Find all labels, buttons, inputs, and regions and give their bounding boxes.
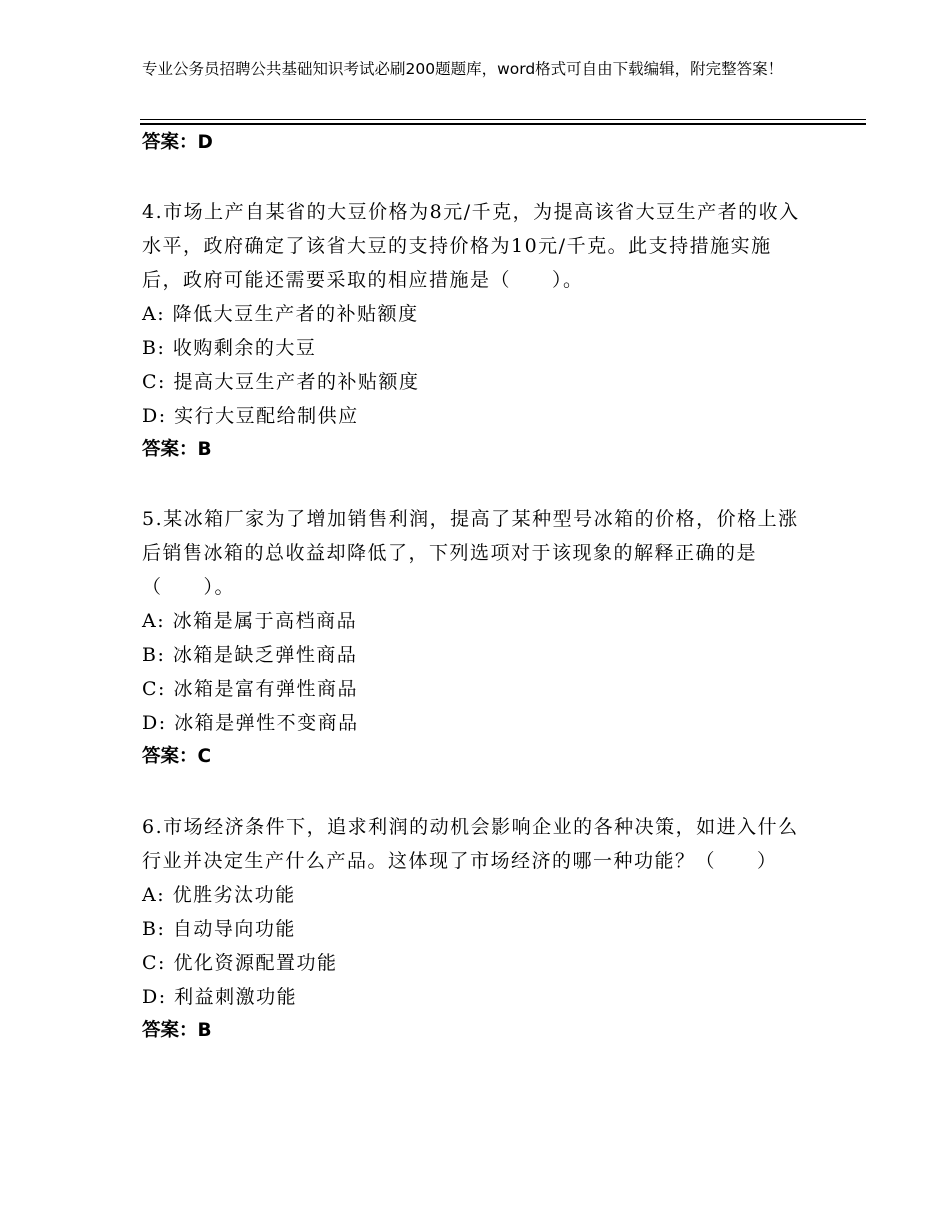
question-stem: 4.市场上产自某省的大豆价格为8元/千克，为提高该省大豆生产者的收入水平，政府确定了该省大豆的支持价格为10元/千克。此支持措施实施后，政府可能还需要采取的相应措施是（ ）。 xyxy=(142,201,800,291)
header-rule-thin xyxy=(140,119,866,120)
option-d: D: 实行大豆配给制供应 xyxy=(142,405,359,427)
previous-answer: 答案：D xyxy=(142,132,213,153)
question-stem: 5.某冰箱厂家为了增加销售利润，提高了某种型号冰箱的价格，价格上涨后销售冰箱的总收益却降低了，下列选项对于该现象的解释正确的是（ ）。 xyxy=(142,508,799,598)
question-stem: 6.市场经济条件下，追求利润的动机会影响企业的各种决策，如进入什么行业并决定生产什么产品。这体现了市场经济的哪一种功能？（ ） xyxy=(142,816,799,872)
option-a: A: 冰箱是属于高档商品 xyxy=(142,610,358,632)
option-d: D: 冰箱是弹性不变商品 xyxy=(142,712,359,734)
option-a: A: 优胜劣汰功能 xyxy=(142,884,296,906)
question-5 xyxy=(142,502,802,774)
option-a: A: 降低大豆生产者的补贴额度 xyxy=(142,303,419,325)
question-4 xyxy=(142,195,802,467)
option-b: B: 收购剩余的大豆 xyxy=(142,337,317,359)
question-answer: 答案：C xyxy=(142,746,212,767)
question-answer: 答案：B xyxy=(142,439,212,460)
question-6 xyxy=(142,810,802,1048)
option-b: B: 冰箱是缺乏弹性商品 xyxy=(142,644,358,666)
page-header: 专业公务员招聘公共基础知识考试必刷200题题库，word格式可自由下载编辑，附完整答案！ xyxy=(142,60,784,78)
option-d: D: 利益刺激功能 xyxy=(142,986,298,1008)
option-c: C: 优化资源配置功能 xyxy=(142,952,338,974)
header-rule-thick xyxy=(140,123,866,125)
option-b: B: 自动导向功能 xyxy=(142,918,296,940)
option-c: C: 提高大豆生产者的补贴额度 xyxy=(142,371,420,393)
option-c: C: 冰箱是富有弹性商品 xyxy=(142,678,358,700)
question-answer: 答案：B xyxy=(142,1020,212,1041)
